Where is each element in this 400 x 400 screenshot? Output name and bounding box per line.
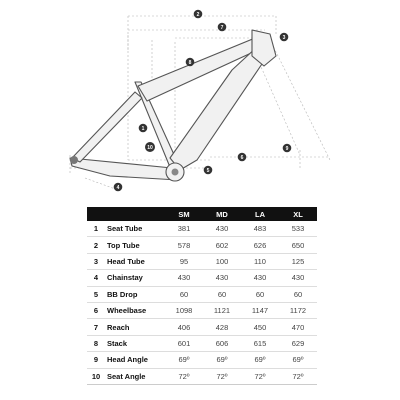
header-size-xl: XL [279,207,317,221]
row-value: 450 [241,319,279,335]
row-number: 8 [87,335,105,351]
seatstay [72,92,142,162]
geometry-table [87,207,317,385]
row-value: 430 [203,270,241,286]
callout-9 [283,144,292,153]
svg-text:10: 10 [147,144,153,151]
row-label: Head Tube [105,253,165,269]
callout-6 [238,153,247,162]
svg-text:8: 8 [188,59,192,66]
row-value: 1098 [165,302,203,318]
row-value: 430 [279,270,317,286]
row-label: Wheelbase [105,302,165,318]
row-value: 72º [279,368,317,384]
svg-text:7: 7 [220,24,224,31]
row-number: 5 [87,286,105,302]
header-size-md: MD [203,207,241,221]
svg-text:2: 2 [196,11,200,18]
row-value: 69º [165,352,203,368]
callout-8 [186,58,195,67]
row-label: Head Angle [105,352,165,368]
table-row [87,237,317,253]
row-value: 1121 [203,302,241,318]
row-number: 9 [87,352,105,368]
row-value: 430 [241,270,279,286]
table-row [87,286,317,302]
svg-text:9: 9 [285,145,289,152]
rear-dropout [70,156,78,164]
bb-shell [172,169,179,176]
row-value: 428 [203,319,241,335]
row-value: 483 [241,221,279,237]
row-value: 406 [165,319,203,335]
callout-1 [139,124,148,133]
row-value: 601 [165,335,203,351]
table-row [87,270,317,286]
row-value: 110 [241,253,279,269]
table-row [87,302,317,318]
row-value: 72º [241,368,279,384]
table-row [87,335,317,351]
row-value: 629 [279,335,317,351]
table-row [87,352,317,368]
svg-text:6: 6 [240,154,244,161]
row-value: 100 [203,253,241,269]
header-label [105,207,165,221]
row-value: 578 [165,237,203,253]
row-number: 2 [87,237,105,253]
chainstay [70,158,178,180]
table-row [87,368,317,384]
row-value: 69º [279,352,317,368]
callout-10 [145,142,155,152]
row-label: BB Drop [105,286,165,302]
row-value: 60 [241,286,279,302]
svg-text:1: 1 [141,125,145,132]
row-value: 72º [165,368,203,384]
callout-2 [194,10,203,19]
row-label: Seat Angle [105,368,165,384]
row-number: 10 [87,368,105,384]
row-label: Top Tube [105,237,165,253]
row-value: 1147 [241,302,279,318]
callout-5 [204,166,213,175]
svg-text:3: 3 [282,34,286,41]
row-number: 1 [87,221,105,237]
header-size-sm: SM [165,207,203,221]
row-number: 7 [87,319,105,335]
row-value: 650 [279,237,317,253]
row-value: 69º [203,352,241,368]
row-value: 533 [279,221,317,237]
row-label: Reach [105,319,165,335]
row-value: 606 [203,335,241,351]
table-row [87,319,317,335]
row-value: 430 [165,270,203,286]
row-number: 3 [87,253,105,269]
row-value: 626 [241,237,279,253]
row-value: 69º [241,352,279,368]
row-value: 60 [279,286,317,302]
callout-3 [280,33,289,42]
row-value: 95 [165,253,203,269]
row-value: 430 [203,221,241,237]
row-label: Stack [105,335,165,351]
row-number: 4 [87,270,105,286]
row-value: 125 [279,253,317,269]
callout-7 [218,23,227,32]
table-row [87,221,317,237]
header-num [87,207,105,221]
row-label: Chainstay [105,270,165,286]
row-value: 470 [279,319,317,335]
row-value: 602 [203,237,241,253]
row-value: 381 [165,221,203,237]
svg-text:5: 5 [206,167,210,174]
header-size-la: LA [241,207,279,221]
callout-4 [114,183,123,192]
table-header-row [87,207,317,221]
svg-text:4: 4 [116,184,120,191]
row-value: 1172 [279,302,317,318]
row-value: 615 [241,335,279,351]
row-value: 60 [203,286,241,302]
row-value: 72º [203,368,241,384]
row-value: 60 [165,286,203,302]
table-row [87,253,317,269]
row-label: Seat Tube [105,221,165,237]
row-number: 6 [87,302,105,318]
